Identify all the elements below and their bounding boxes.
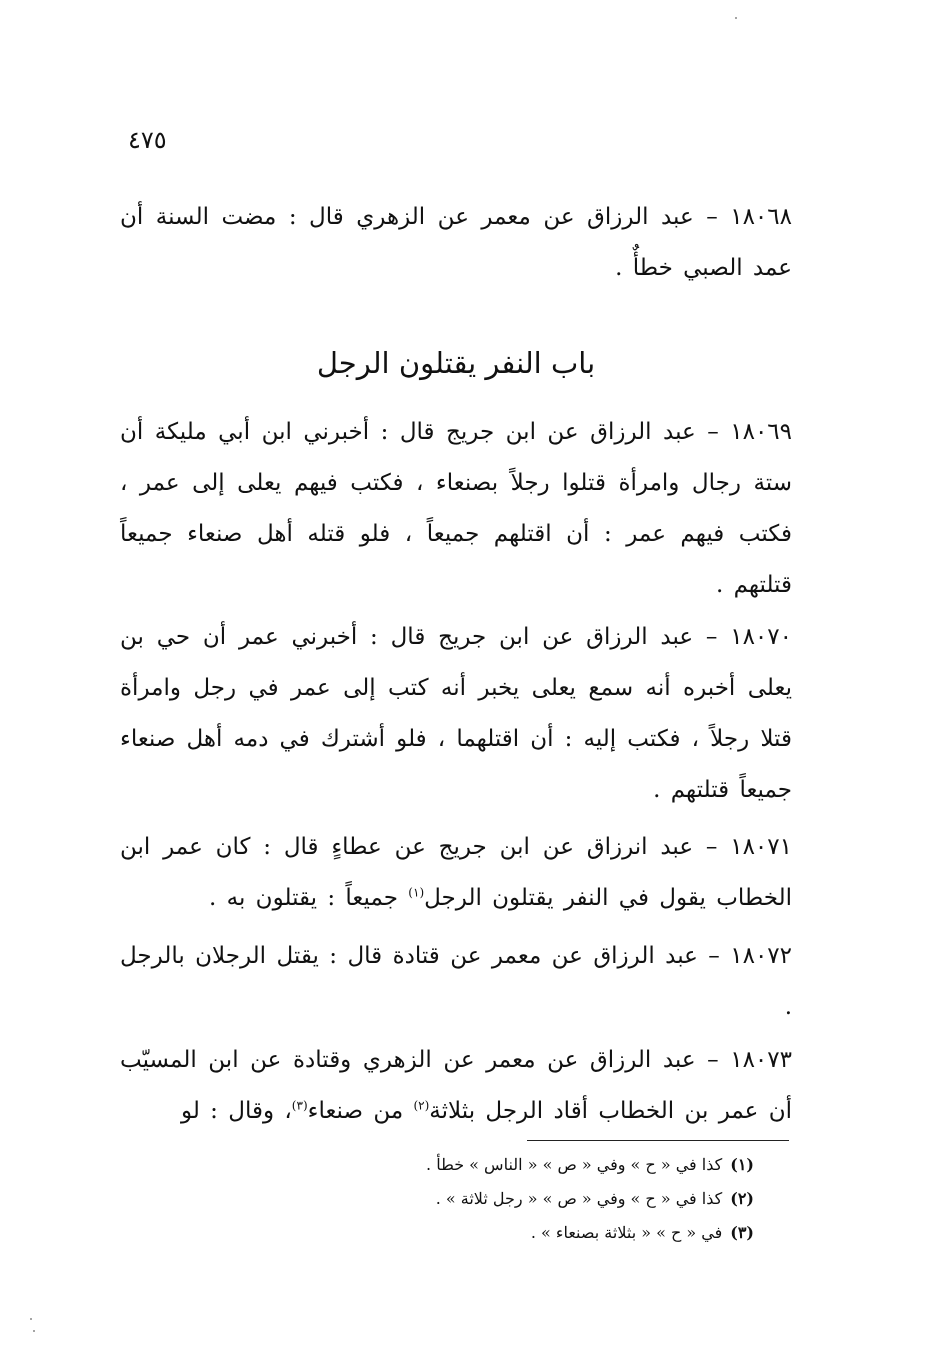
hadith-text: – عبد الرزاق عن معمر عن الزهري قال : مضت السنة أن عمد الصبي خطأٌ . (120, 204, 792, 281)
footnote-3 (200, 1216, 754, 1250)
footnote-text: كذا في « ح » وفي « ص » « رجل ثلاثة » . (435, 1189, 723, 1208)
hadith-text: – عبد الرزاق عن معمر عن قتادة قال : يقتل الرجلان بالرجل . (120, 943, 792, 1020)
footnote-text: كذا في « ح » وفي « ص » « الناس » خطأ . (426, 1155, 723, 1174)
footnote-2 (200, 1182, 754, 1216)
footnote-number: (٣) (730, 1223, 754, 1242)
hadith-18071 (120, 822, 792, 924)
hadith-text-continued: من صنعاء (307, 1098, 414, 1124)
footnote-ref-3[interactable]: (٣) (291, 1098, 308, 1113)
hadith-18070 (120, 612, 792, 816)
scan-speck (33, 1330, 35, 1332)
footnote-separator (527, 1140, 789, 1141)
hadith-text-end: ، وقال : لو (180, 1098, 292, 1124)
hadith-number: ١٨٠٧١ (730, 834, 792, 860)
footnote-number: (٢) (730, 1189, 754, 1208)
hadith-18073 (120, 1035, 792, 1137)
hadith-text: – عبد الرزاق عن معمر عن الزهري وقتادة عن ابن المسيّب أن عمر بن الخطاب أقاد الرجل بثلاثة (120, 1047, 792, 1124)
hadith-text: – عبد الرزاق عن ابن جريج قال : أخبرني ابن أبي مليكة أن ستة رجال وامرأة قتلوا رجلاً بصنعاء ، فكتب فيهم يعلى إلى عمر ، فكتب فيهم عمر : أن اقتلهم جميعاً ، فلو قتله أهل صنعاء جميعاً قتلتهم . (120, 419, 792, 598)
hadith-number: ١٨٠٦٩ (730, 419, 793, 445)
footnote-number: (١) (730, 1155, 754, 1174)
scan-speck (30, 1318, 32, 1320)
footnote-ref-2[interactable]: (٢) (413, 1098, 430, 1113)
footnote-1 (200, 1148, 754, 1182)
page-number: ٤٧٥ (128, 126, 167, 154)
hadith-number: ١٨٠٧٣ (730, 1047, 792, 1073)
hadith-18069 (120, 407, 792, 611)
hadith-text: – عبد الرزاق عن ابن جريج قال : أخبرني عمر أن حي بن يعلى أخبره أنه سمع يعلى يخبر أنه كتب إلى عمر في رجل وامرأة قتلا رجلاً ، فكتب إليه : أن اقتلهما ، فلو أشترك في دمه أهل صنعاء جميعاً قتلتهم . (120, 624, 792, 803)
chapter-title: باب النفر يقتلون الرجل (316, 346, 596, 380)
footnotes (200, 1148, 754, 1250)
hadith-18072 (120, 931, 792, 1033)
hadith-number: ١٨٠٧٠ (730, 624, 792, 650)
footnote-ref-1[interactable]: (١) (408, 885, 425, 900)
hadith-number: ١٨٠٧٢ (730, 943, 793, 969)
footnote-text: في « ح » « بثلاثة بصنعاء » . (530, 1223, 723, 1242)
hadith-text-continued: جميعاً : يقتلون به . (209, 885, 409, 911)
hadith-18068 (120, 192, 792, 294)
hadith-number: ١٨٠٦٨ (730, 204, 792, 230)
hadith-text: – عبد انرزاق عن ابن جريج عن عطاءٍ قال : كان عمر ابن الخطاب يقول في النفر يقتلون الرجل (120, 834, 792, 911)
scan-speck (735, 17, 737, 19)
